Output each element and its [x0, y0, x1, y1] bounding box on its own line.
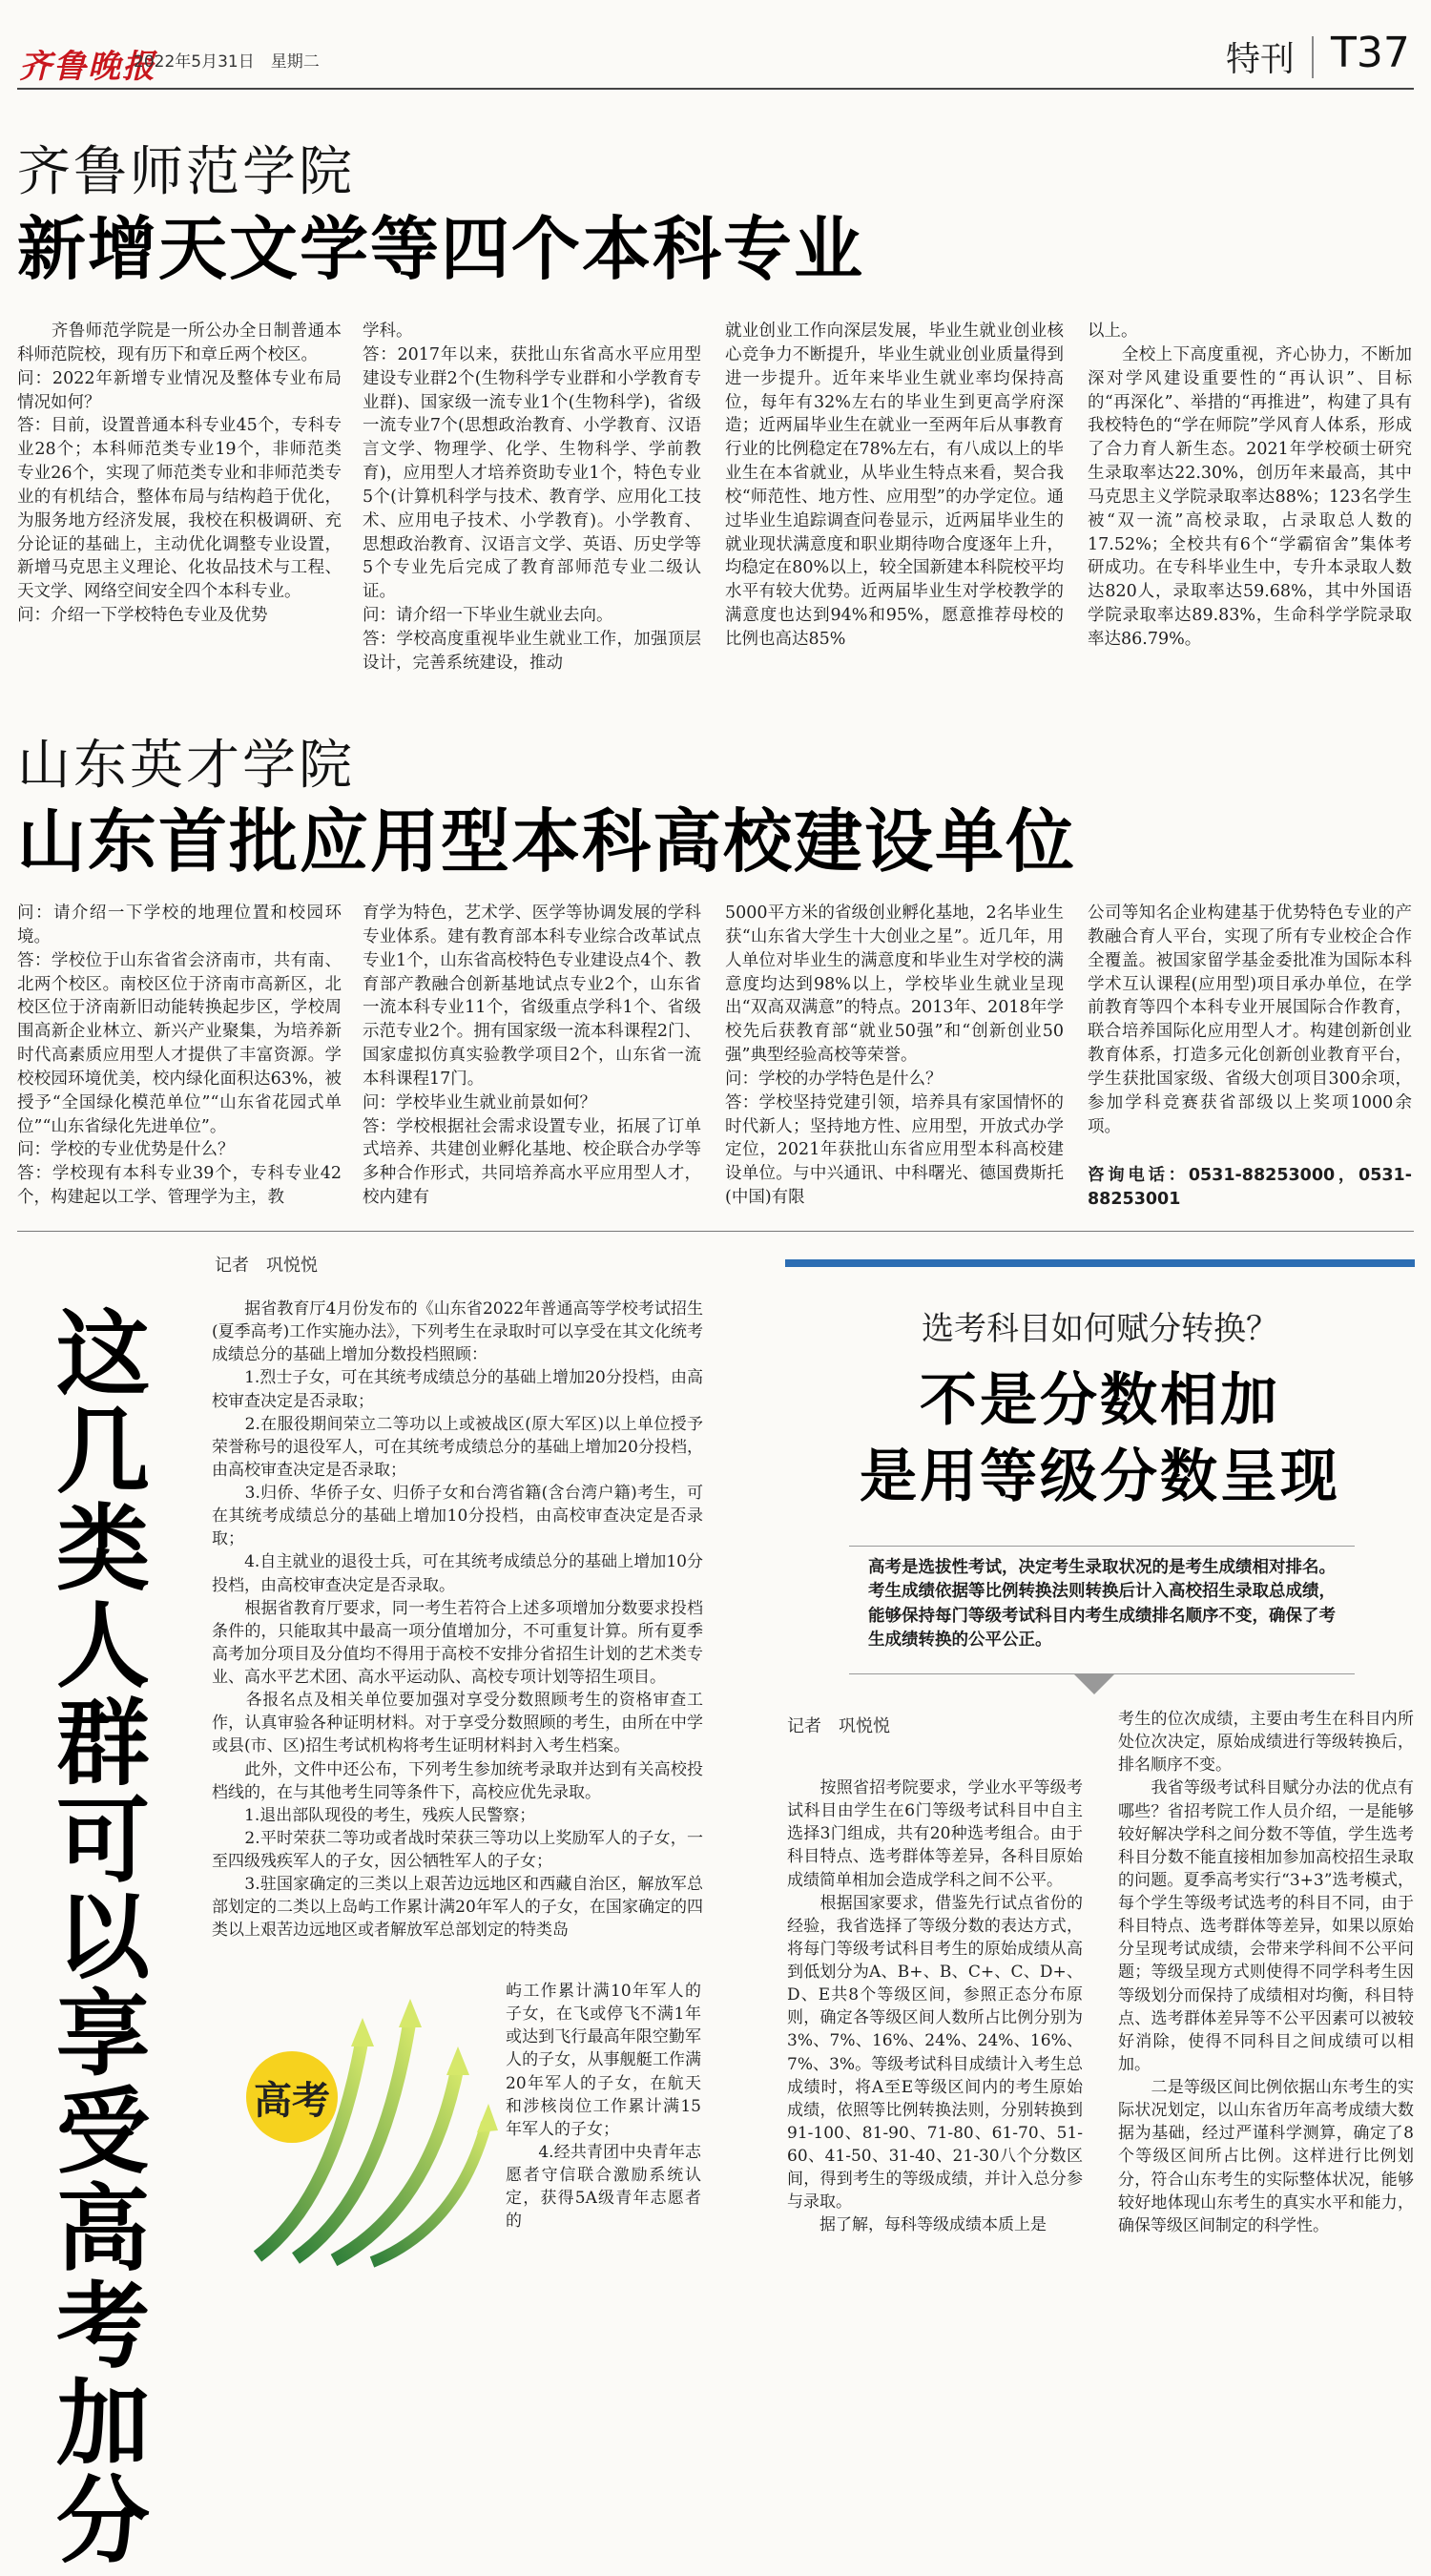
article4-byline: 记者 巩悦悦 — [787, 1716, 890, 1736]
article4-lead: 高考是选拔性考试，决定考生录取状况的是考生成绩相对排名。考生成绩依据等比例转换法则转换后计入高校招生录取总成绩，能够保持每门等级考试科目内考生成绩排名顺序不变，确保了考生成绩转换的公平公正。 — [849, 1546, 1355, 1674]
article2-contact-phone: 咨询电话：0531-88253000，0531-88253001 — [1088, 1166, 1412, 1209]
article2-column-3: 5000平方米的省级创业孵化基地，2名毕业生获“山东省大学生十大创业之星”。近几年，用人单位对毕业生的满意度和毕业生对学校的满意度均达到98%以上，学校毕业生就业呈现出“双高双满意”的特点。2013年、2018年学校先后获教育部“就业50强”和“创新创业50强”典型经验高校等荣誉。 问：学校的办学特色是什么？ 答：学校坚持党建引领，培养具有家国情怀的时代新人；坚持地方性、应用型，开放式办学定位，2021年获批山东省应用型本科高校建设单位。与中兴通讯、中科曙光、德国费斯托(中国)有限 — [725, 904, 1064, 1208]
article4-column-1: 按照省招考院要求，学业水平等级考试科目由学生在6门等级考试科目中自主选择3门组成，共有20种选考组合。由于科目特点、选考群体等差异，各科目原始成绩简单相加会造成学科之间不公平。 根据国家要求，借鉴先行试点省份的经验，我省选择了等级分数的表达方式，将每门等级考试科目考生的原始成绩从高到低划分为A、B+、B、C+、C、D+、D、E共8个等级区间，参照正态分布原则，确定各等级区间人数所占比例分别为3%、7%、16%、24%、24%、16%、7%、3%。等级考试科目成绩计入考生总成绩时，将A至E等级区间内的考生原始成绩，依照等比例转换法则，分别转换到91-100、81-90、71-80、61-70、51-60、41-50、31-40、21-30八个分数区间，得到考生的等级成绩，并计入总分参与录取。 据了解，每科等级成绩本质上是 — [787, 1778, 1083, 2235]
article1-column-4: 以上。 全校上下高度重视，齐心协力，不断加深对学风建设重要性的“再认识”、目标的“再深化”、举措的“再推进”，构建了具有我校特色的“学在师院”学风育人体系，形成了合力育人新生态。2021年学校硕士研究生录取率达22.30%，创历年来最高，其中马克思主义学院录取率达88%；123名学生被“双一流”高校录取，占录取总人数的17.52%；全校共有6个“学霸宿舍”集体考研成功。在专科毕业生中，专升本录取人数达820人，录取率达59.68%，其中外国语学院录取率达89.83%，生命科学学院录取率达86.79%。 — [1088, 322, 1412, 649]
accent-bar — [785, 1259, 1415, 1267]
issue-date: 2022年5月31日 星期二 — [134, 52, 320, 72]
article1-column-1: 齐鲁师范学院是一所公办全日制普通本科师范院校，现有历下和章丘两个校区。 问：2022年新增专业情况及整体专业布局情况如何？ 答：目前，设置普通本科专业45个，专科专业28个；本科师范类专业19个，非师范类专业26个，实现了师范类专业和非师范类专业的有机结合，整体布局与结构趋于优化，为服务地方经济发展，我校在积极调研、充分论证的基础上，主动优化调整专业设置，新增马克思主义理论、化妆品技术与工程、天文学、网络空间安全四个本科专业。 问：介绍一下学校特色专业及优势 — [17, 322, 342, 626]
article1-column-2: 学科。 答：2017年以来，获批山东省高水平应用型建设专业群2个(生物科学专业群和小学教育专业群)、国家级一流专业1个(生物科学)，省级一流专业7个(思想政治教育、小学教育、汉语言文学、物理学、化学、生物科学、学前教育)，应用型人才培养资助专业1个，特色专业5个(计算机科学与技术、教育学、应用化工技术、应用电子技术、小学教育)。小学教育、思想政治教育、汉语言文学、英语、历史学等5个专业先后完成了教育部师范专业二级认证。 问：请介绍一下毕业生就业去向。 答：学校高度重视毕业生就业工作，加强顶层设计，完善系统建设，推动 — [363, 322, 701, 673]
article1-title-big: 新增天文学等四个本科专业 — [17, 209, 865, 289]
article2-column-1: 问：请介绍一下学校的地理位置和校园环境。 答：学校位于山东省省会济南市，共有南、北两个校区。南校区位于济南市高新区，北校区位于济南新旧动能转换起步区，学校周围高新企业林立、新兴产业聚集，为培养新时代高素质应用型人才提供了丰富资源。学校校园环境优美，校内绿化面积达63%，被授予“全国绿化模范单位”“山东省花园式单位”“山东省绿化先进单位”。 问：学校的专业优势是什么？ 答：学校现有本科专业39个，专科专业42个，构建起以工学、管理学为主，教 — [17, 904, 342, 1208]
gaokao-badge: 高考 — [246, 2051, 338, 2143]
article3-body-tail: 屿工作累计满10年军人的子女，在飞或停飞不满1年或达到飞行最高年限空勤军人的子女，从事舰艇工作满20年军人的子女，在航天和涉核岗位工作累计满15年军人的子女； 4.经共青团中央青年志愿者守信联合激励系统认定，获得5A级青年志愿者的 — [506, 1982, 701, 2232]
article4-title-line2: 是用等级分数呈现 — [860, 1444, 1340, 1510]
article4-subtitle: 选考科目如何赋分转换？ — [922, 1310, 1278, 1348]
article3-body: 据省教育厅4月份发布的《山东省2022年普通高等学校考试招生(夏季高考)工作实施办法》，下列考生在录取时可以享受在其文化统考成绩总分的基础上增加分数投档照顾： 1.烈士子女，可在其统考成绩总分的基础上增加20分投档，由高校审查决定是否录取； 2.在服役期间荣立二等功以上或被战区(原大军区)以上单位授予荣誉称号的退役军人，可在其统考成绩总分的基础上增加20分投档，由高校审查决定是否录取； 3.归侨、华侨子女、归侨子女和台湾省籍(含台湾户籍)考生，可在其统考成绩总分的基础上增加10分投档，由高校审查决定是否录取； 4.自主就业的退役士兵，可在其统考成绩总分的基础上增加10分投档，由高校审查决定是否录取。 根据省教育厅要求，同一考生若符合上述多项增加分数要求投档条件的，只能取其中最高一项分值增加分，不可重复计算。所有夏季高考加分项目及分值均不得用于高校不安排分省招生计划的艺术类专业、高水平艺术团、高水平运动队、高校专项计划等招生项目。 各报名点及相关单位要加强对享受分数照顾考生的资格审查工作，认真审验各种证明材料。对于享受分数照顾的考生，由所在中学或县(市、区)招生考试机构将考生证明材料封入考生档案。 此外，文件中还公布，下列考生参加统考录取并达到有关高校投档线的，在与其他考生同等条件下，高校应优先录取。 1.退出部队现役的考生，残疾人民警察； 2.平时荣获二等功或者战时荣获三等功以上奖励军人的子女，一至四级残疾军人的子女，因公牺牲军人的子女； 3.驻国家确定的三类以上艰苦边远地区和西藏自治区，解放军总部划定的二类以上岛屿工作累计满20年军人的子女，在国家确定的四类以上艰苦边远地区或者解放军总部划定的特类岛 — [212, 1299, 703, 1941]
article2-title-big: 山东首批应用型本科高校建设单位 — [17, 801, 1077, 882]
section-name: 特刊 — [1226, 40, 1296, 79]
article2-column-2: 育学为特色，艺术学、医学等协调发展的学科专业体系。建有教育部本科专业综合改革试点专业1个，山东省高校特色专业建设点4个、教育部产教融合创新基地试点专业2个，山东省一流本科专业11个，省级重点学科1个、省级示范专业2个。拥有国家级一流本科课程2门、国家虚拟仿真实验教学项目2个，山东省一流本科课程17门。 问：学校毕业生就业前景如何？ 答：学校根据社会需求设置专业，拓展了订单式培养、共建创业孵化基地、校企联合办学等多种合作形式，共同培养高水平应用型人才，校内建有 — [363, 904, 701, 1208]
newspaper-masthead: 齐鲁晚报 — [19, 48, 156, 86]
page-number: T37 — [1331, 29, 1410, 77]
lead-arrow — [1073, 1673, 1115, 1694]
article4-title-line1: 不是分数相加 — [920, 1367, 1280, 1434]
header-rule — [17, 88, 1414, 90]
article2-title-small: 山东英才学院 — [17, 735, 355, 797]
article1-column-3: 就业创业工作向深层发展，毕业生就业创业核心竞争力不断提升，毕业生就业创业质量得到进一步提升。近年来毕业生就业率均保持高位，每年有32%左右的毕业生到更高学府深造；近两届毕业生在就业一至两年后从事教育行业的比例稳定在78%左右，有八成以上的毕业生在本省就业，从毕业生特点来看，契合我校“师范性、地方性、应用型”的办学定位。通过毕业生追踪调查问卷显示，近两届毕业生的就业现状满意度和职业期待吻合度逐年上升，均稳定在80%以上，较全国新建本科院校平均水平有较大优势。近两届毕业生对学校教学的满意度也达到94%和95%，愿意推荐母校的比例也高达85% — [725, 322, 1064, 649]
article1-title-small: 齐鲁师范学院 — [17, 141, 355, 203]
section-divider — [17, 1231, 1414, 1232]
article3-byline: 记者 巩悦悦 — [215, 1256, 318, 1276]
article3-vertical-title: 这几类人群可以享受高考加分 — [55, 1300, 150, 2576]
header-divider — [1312, 36, 1314, 78]
article4-column-2: 考生的位次成绩，主要由考生在科目内所处位次决定，原始成绩进行等级转换后，排名顺序不变。 我省等级考试科目赋分办法的优点有哪些？省招考院工作人员介绍，一是能够较好解决学科之间分数不等值，学生选考科目分数不能直接相加参加高校招生录取的问题。夏季高考实行“3+3”选考模式，每个学生等级考试选考的科目不同，由于科目特点、选考群体等差异，如果以原始分呈现考试成绩，会带来学科间不公平问题；等级呈现方式则使得不同学科考生因等级划分而保持了成绩相对均衡，科目特点、选考群体差异等不公平因素可以被较好消除，使得不同科目之间成绩可以相加。 二是等级区间比例依据山东考生的实际状况划定，以山东省历年高考成绩大数据为基础，经过严谨科学测算，确定了8个等级区间所占比例。这样进行比例划分，符合山东考生的实际整体状况，能够较好地体现山东考生的真实水平和能力，确保等级区间制定的科学性。 — [1118, 1710, 1414, 2235]
article2-column-4: 公司等知名企业构建基于优势特色专业的产教融合育人平台，实现了所有专业校企合作全覆盖。被国家留学基金委批准为国际本科学术互认课程(应用型)项目承办单位，在学前教育等四个本科专业开展国际合作教育，联合培养国际化应用型人才。构建创新创业教育体系，打造多元化创新创业教育平台，学生获批国家级、省级大创项目300余项，参加学科竞赛获省部级以上奖项1000余项。 — [1088, 904, 1412, 1136]
